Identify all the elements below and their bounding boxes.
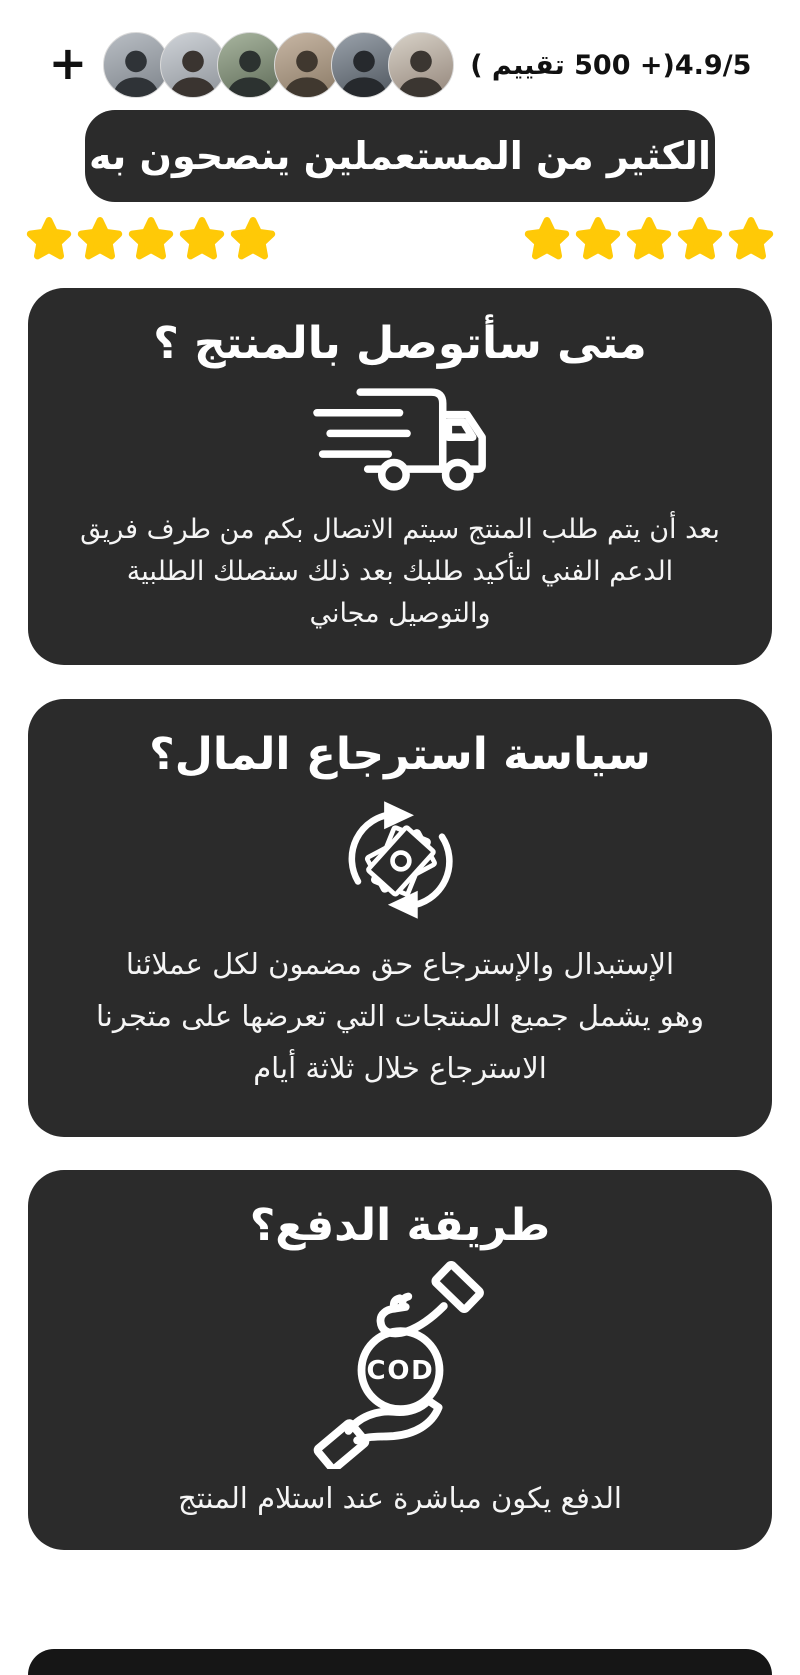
star-icon [624,216,674,264]
person-silhouette-icon [334,43,394,97]
star-icon [573,216,623,264]
faq-card-delivery [28,288,772,665]
person-silhouette-icon [391,43,451,97]
user-avatar [388,32,454,98]
star-rating-right [522,216,776,264]
plus-more-users-icon: + [48,36,88,90]
body-line: الاسترجاع خلال ثلاثة أيام [253,1050,547,1085]
body-line: الدعم الفني لتأكيد طلبك بعد ذلك ستصلك الطلبية [126,555,674,587]
person-silhouette-icon [106,43,166,97]
star-icon [177,216,227,264]
person-silhouette-icon [277,43,337,97]
body-line: الإستبدال والإسترجاع حق مضمون لكل عملائنا [125,946,675,981]
faq-card-refund [28,699,772,1137]
star-rating-left [24,216,278,264]
body-line: الدفع يكون مباشرة عند استلام المنتج [177,1480,622,1515]
card-title: متى سأتوصل بالمنتج ؟ [153,318,647,369]
money-refund-icon [54,790,746,930]
recommendation-banner [85,110,715,202]
card-title: سياسة استرجاع المال؟ [149,728,651,780]
star-icon [522,216,572,264]
body-line: والتوصيل مجاني [309,597,491,629]
next-card-partial [28,1649,772,1675]
card-title: طريقة الدفع؟ [249,1199,551,1251]
star-icon [675,216,725,264]
cod-label: COD [366,1355,434,1386]
rating-text: 4.9/5(+ 500 تقييم ) [470,49,752,81]
star-icon [126,216,176,264]
cod-hand-icon [54,1261,746,1469]
star-icon [726,216,776,264]
card-body-text [54,938,746,1095]
faq-card-payment [28,1170,772,1551]
avatar-group [103,32,454,98]
delivery-truck-icon [54,379,746,501]
person-silhouette-icon [220,43,280,97]
person-silhouette-icon [163,43,223,97]
star-icon [75,216,125,264]
card-body-text [54,1477,746,1521]
social-proof-row [0,0,800,98]
stars-row [24,216,776,264]
card-body-text [54,509,746,635]
star-icon [228,216,278,264]
star-icon [24,216,74,264]
body-line: وهو يشمل جميع المنتجات التي تعرضها على متجرنا [95,998,705,1033]
body-line: بعد أن يتم طلب المنتج سيتم الاتصال بكم من طرف فريق [80,514,720,545]
banner-text: الكثير من المستعملين ينصحون به [89,134,711,178]
